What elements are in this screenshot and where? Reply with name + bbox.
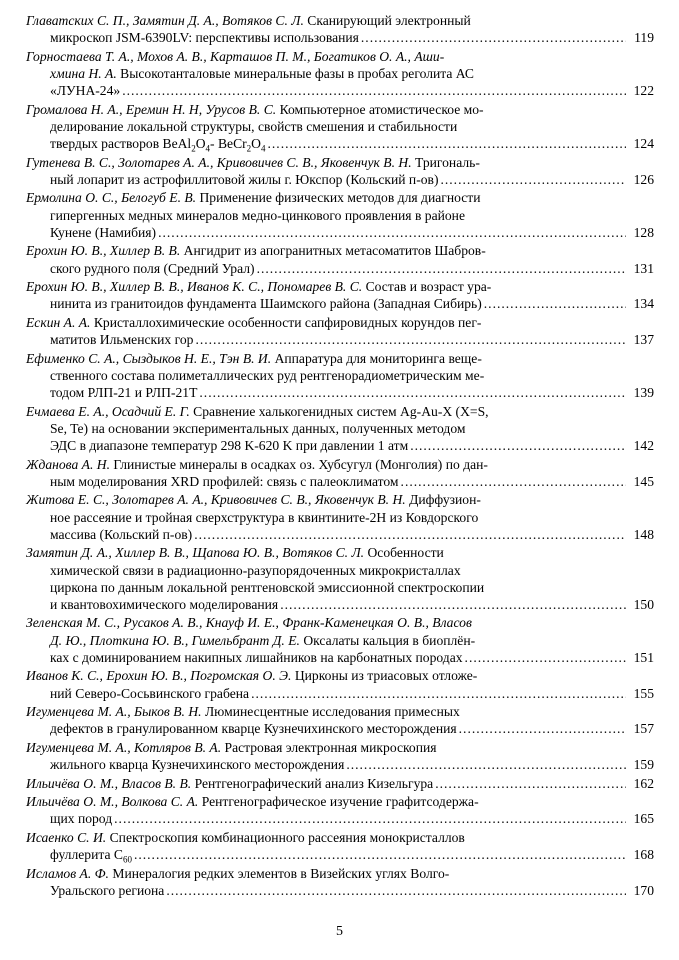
toc-entry: [26, 12, 654, 46]
entry-title: Рентгенографический анализ Кизельгура: [194, 775, 434, 791]
toc-entry: Игуменцева М. А., Котляров В. А. Растровая электронная микроскопия жильного кварца Кузнечихинского месторождения ..... 159: [26, 739, 654, 773]
entry-page: 165: [633, 811, 654, 827]
toc-entry: Ерохин Ю. В., Хиллер В. В. Ангидрит из апогранитных метасоматитов Шабров- ского рудного поля (Средний Урал) ..... 131: [26, 242, 654, 276]
entry-page: 124: [633, 136, 654, 152]
entry-page: 122: [633, 83, 654, 99]
entry-page: 168: [633, 847, 654, 863]
entry-title-cont: микроскоп JSM-6390LV: перспективы использования: [50, 30, 359, 46]
entry-page: 142: [633, 438, 654, 454]
entry-authors: Ескин А. А.: [26, 314, 91, 330]
entry-page: 148: [633, 526, 654, 542]
entry-page: 126: [633, 171, 654, 187]
entry-page: 145: [633, 473, 654, 489]
entry-title: Сканирующий электронный: [307, 13, 471, 28]
toc-entry: Горностаева Т. А., Мохов А. В., Карташов П. М., Богатиков О. А., Аши- хмина Н. А. Высокотанталовые минеральные фазы в пробах реголита АС «ЛУНА-24» ..... 122: [26, 48, 654, 100]
toc-entry: Ефименко С. А., Сыздыков Н. Е., Тэн В. И. Аппаратура для мониторинга веще- ственного состава полиметаллических руд рентгенорадиометрическим ме- тодом РЛП-21 и РЛП-21Т ..... 139: [26, 350, 654, 402]
toc-entry: Замятин Д. А., Хиллер В. В., Щапова Ю. В., Вотяков С. Л. Особенности химической связи в радиационно-разупорядоченных микрокристаллах циркона по данным локальной рентгеновской эмиссионной спектроскопии и квантовохимического моделирования ..... 150: [26, 544, 654, 613]
entry-authors: Исламов А. Ф.: [26, 865, 109, 881]
toc-entry: Ильичёва О. М., Волкова С. А. Рентгенографическое изучение графитсодержа- щих пород ..... 165: [26, 793, 654, 827]
entry-page: 159: [633, 757, 654, 773]
toc-entry: Ермолина О. С., Белогуб Е. В. Применение физических методов для диагности гипергенных медных минералов медно-цинкового проявления в районе Кунене (Намибия) ..... 128: [26, 189, 654, 241]
toc-entry: [26, 775, 654, 792]
entry-page: 150: [633, 596, 654, 612]
entry-authors: Громалова Н. А., Еремин Н. Н, Урусов В. С.: [26, 101, 277, 117]
table-of-contents: [26, 12, 654, 901]
entry-page: 134: [633, 296, 654, 312]
entry-authors: Ермолина О. С., Белогуб Е. В.: [26, 190, 197, 206]
toc-entry: Исламов А. Ф. Минералогия редких элементов в Визейских углях Волго- Уральского региона ..... 170: [26, 865, 654, 899]
entry-page: 139: [633, 385, 654, 401]
entry-authors: Житова Е. С., Золотарев А. А., Кривовичев С. В., Яковенчук В. Н.: [26, 492, 406, 508]
entry-authors: Исаенко С. И.: [26, 830, 107, 846]
entry-authors: Ерохин Ю. В., Хиллер В. В., Иванов К. С., Пономарев В. С.: [26, 279, 363, 295]
toc-entry: Игуменцева М. А., Быков В. Н. Люминесцентные исследования примесных дефектов в гранулированном кварце Кузнечихинского месторождения ..... 157: [26, 703, 654, 737]
entry-authors: Ильичёва О. М., Волкова С. А.: [26, 794, 199, 810]
entry-authors: Ерохин Ю. В., Хиллер В. В.: [26, 243, 181, 259]
entry-authors: Жданова А. Н.: [26, 456, 110, 472]
toc-entry: Ечмаева Е. А., Осадчий Е. Г. Сравнение халькогенидных систем Ag-Au-X (X=S, Se, Te) на основании экспериментальных данных, полученных методом ЭДС в диапазоне температур 298 K-620 K при давлении 1 атм ..... 142: [26, 403, 654, 455]
entry-page: 155: [633, 685, 654, 701]
toc-entry: Иванов К. С., Ерохин Ю. В., Погромская О. Э. Цирконы из триасовых отложе- ний Северо-Сосьвинского грабена ..... 155: [26, 667, 654, 701]
entry-page: 119: [634, 30, 654, 46]
toc-entry: Житова Е. С., Золотарев А. А., Кривовичев С. В., Яковенчук В. Н. Диффузион- ное рассеяние и тройная сверхструктура в квинтините-2H из Ковдорского массива (Кольский п-ов) ..... 148: [26, 491, 654, 543]
entry-page: 128: [633, 224, 654, 240]
entry-page: 137: [633, 332, 654, 348]
entry-authors: Гутенева В. С., Золотарев А. А., Кривовичев С. В., Яковенчук В. Н.: [26, 154, 412, 170]
entry-title: Высокотанталовые минеральные фазы в пробах реголита АС: [120, 65, 474, 81]
toc-entry: Исаенко С. И. Спектроскопия комбинационного рассеяния монокристаллов фуллерита $C_{60}$ ..... 168: [26, 829, 654, 863]
entry-page: 151: [633, 649, 654, 665]
entry-page: 162: [633, 775, 654, 791]
toc-entry: Гутенева В. С., Золотарев А. А., Кривовичев С. В., Яковенчук В. Н. Тригональ- ный лопарит из астрофиллитовой жилы г. Юкспор (Кольский п-ов) ..... 126: [26, 154, 654, 188]
entry-page: 170: [633, 883, 654, 898]
entry-page: 131: [633, 260, 654, 276]
entry-authors: Ечмаева Е. А., Осадчий Е. Г.: [26, 403, 190, 419]
page-number: 5: [336, 924, 343, 939]
entry-authors: Игуменцева М. А., Котляров В. А.: [26, 739, 222, 755]
entry-authors: Игуменцева М. А., Быков В. Н.: [26, 704, 202, 720]
entry-authors: Ильичёва О. М., Власов В. В.: [26, 775, 192, 791]
entry-page: 157: [633, 721, 654, 737]
entry-title-cont: «ЛУНА-24»: [50, 83, 121, 99]
toc-entry: Жданова А. Н. Глинистые минералы в осадках оз. Хубсугул (Монголия) по дан- ным моделирования XRD профилей: связь с палеоклиматом ..... 145: [26, 456, 654, 490]
entry-title-cont: Кунене (Намибия): [50, 224, 157, 240]
entry-authors: Иванов К. С., Ерохин Ю. В., Погромская О. Э.: [26, 668, 292, 684]
toc-entry: Ерохин Ю. В., Хиллер В. В., Иванов К. С., Пономарев В. С. Состав и возраст ура- нинита из гранитоидов фундамента Шаимского района (Западная Сибирь) ..... 134: [26, 278, 654, 312]
toc-entry: Ескин А. А. Кристаллохимические особенности сапфировидных корундов пег- матитов Ильменских гор ..... 137: [26, 314, 654, 348]
entry-authors: Замятин Д. А., Хиллер В. В., Щапова Ю. В., Вотяков С. Л.: [26, 545, 365, 561]
toc-entry: Громалова Н. А., Еремин Н. Н, Урусов В. С. Компьютерное атомистическое мо- делирование локальной структуры, свойств смешения и стабильности твердых растворов $BeAl_2O_4-$ $BeCr_2O_4$ ..... 124: [26, 101, 654, 153]
entry-authors: Ефименко С. А., Сыздыков Н. Е., Тэн В. И.: [26, 350, 272, 366]
entry-authors: Главатских С. П., Замятин Д. А., Вотяков С. Л.: [26, 13, 304, 28]
toc-entry: Зеленская М. С., Русаков А. В., Кнауф И. Е., Франк-Каменецкая О. В., Власов Д. Ю., Плоткина Ю. В., Гимельбрант Д. Е. Оксалаты кальция в биоплён- ках с доминированием накипных лишайников на карбонатных породах ..... 151: [26, 614, 654, 666]
